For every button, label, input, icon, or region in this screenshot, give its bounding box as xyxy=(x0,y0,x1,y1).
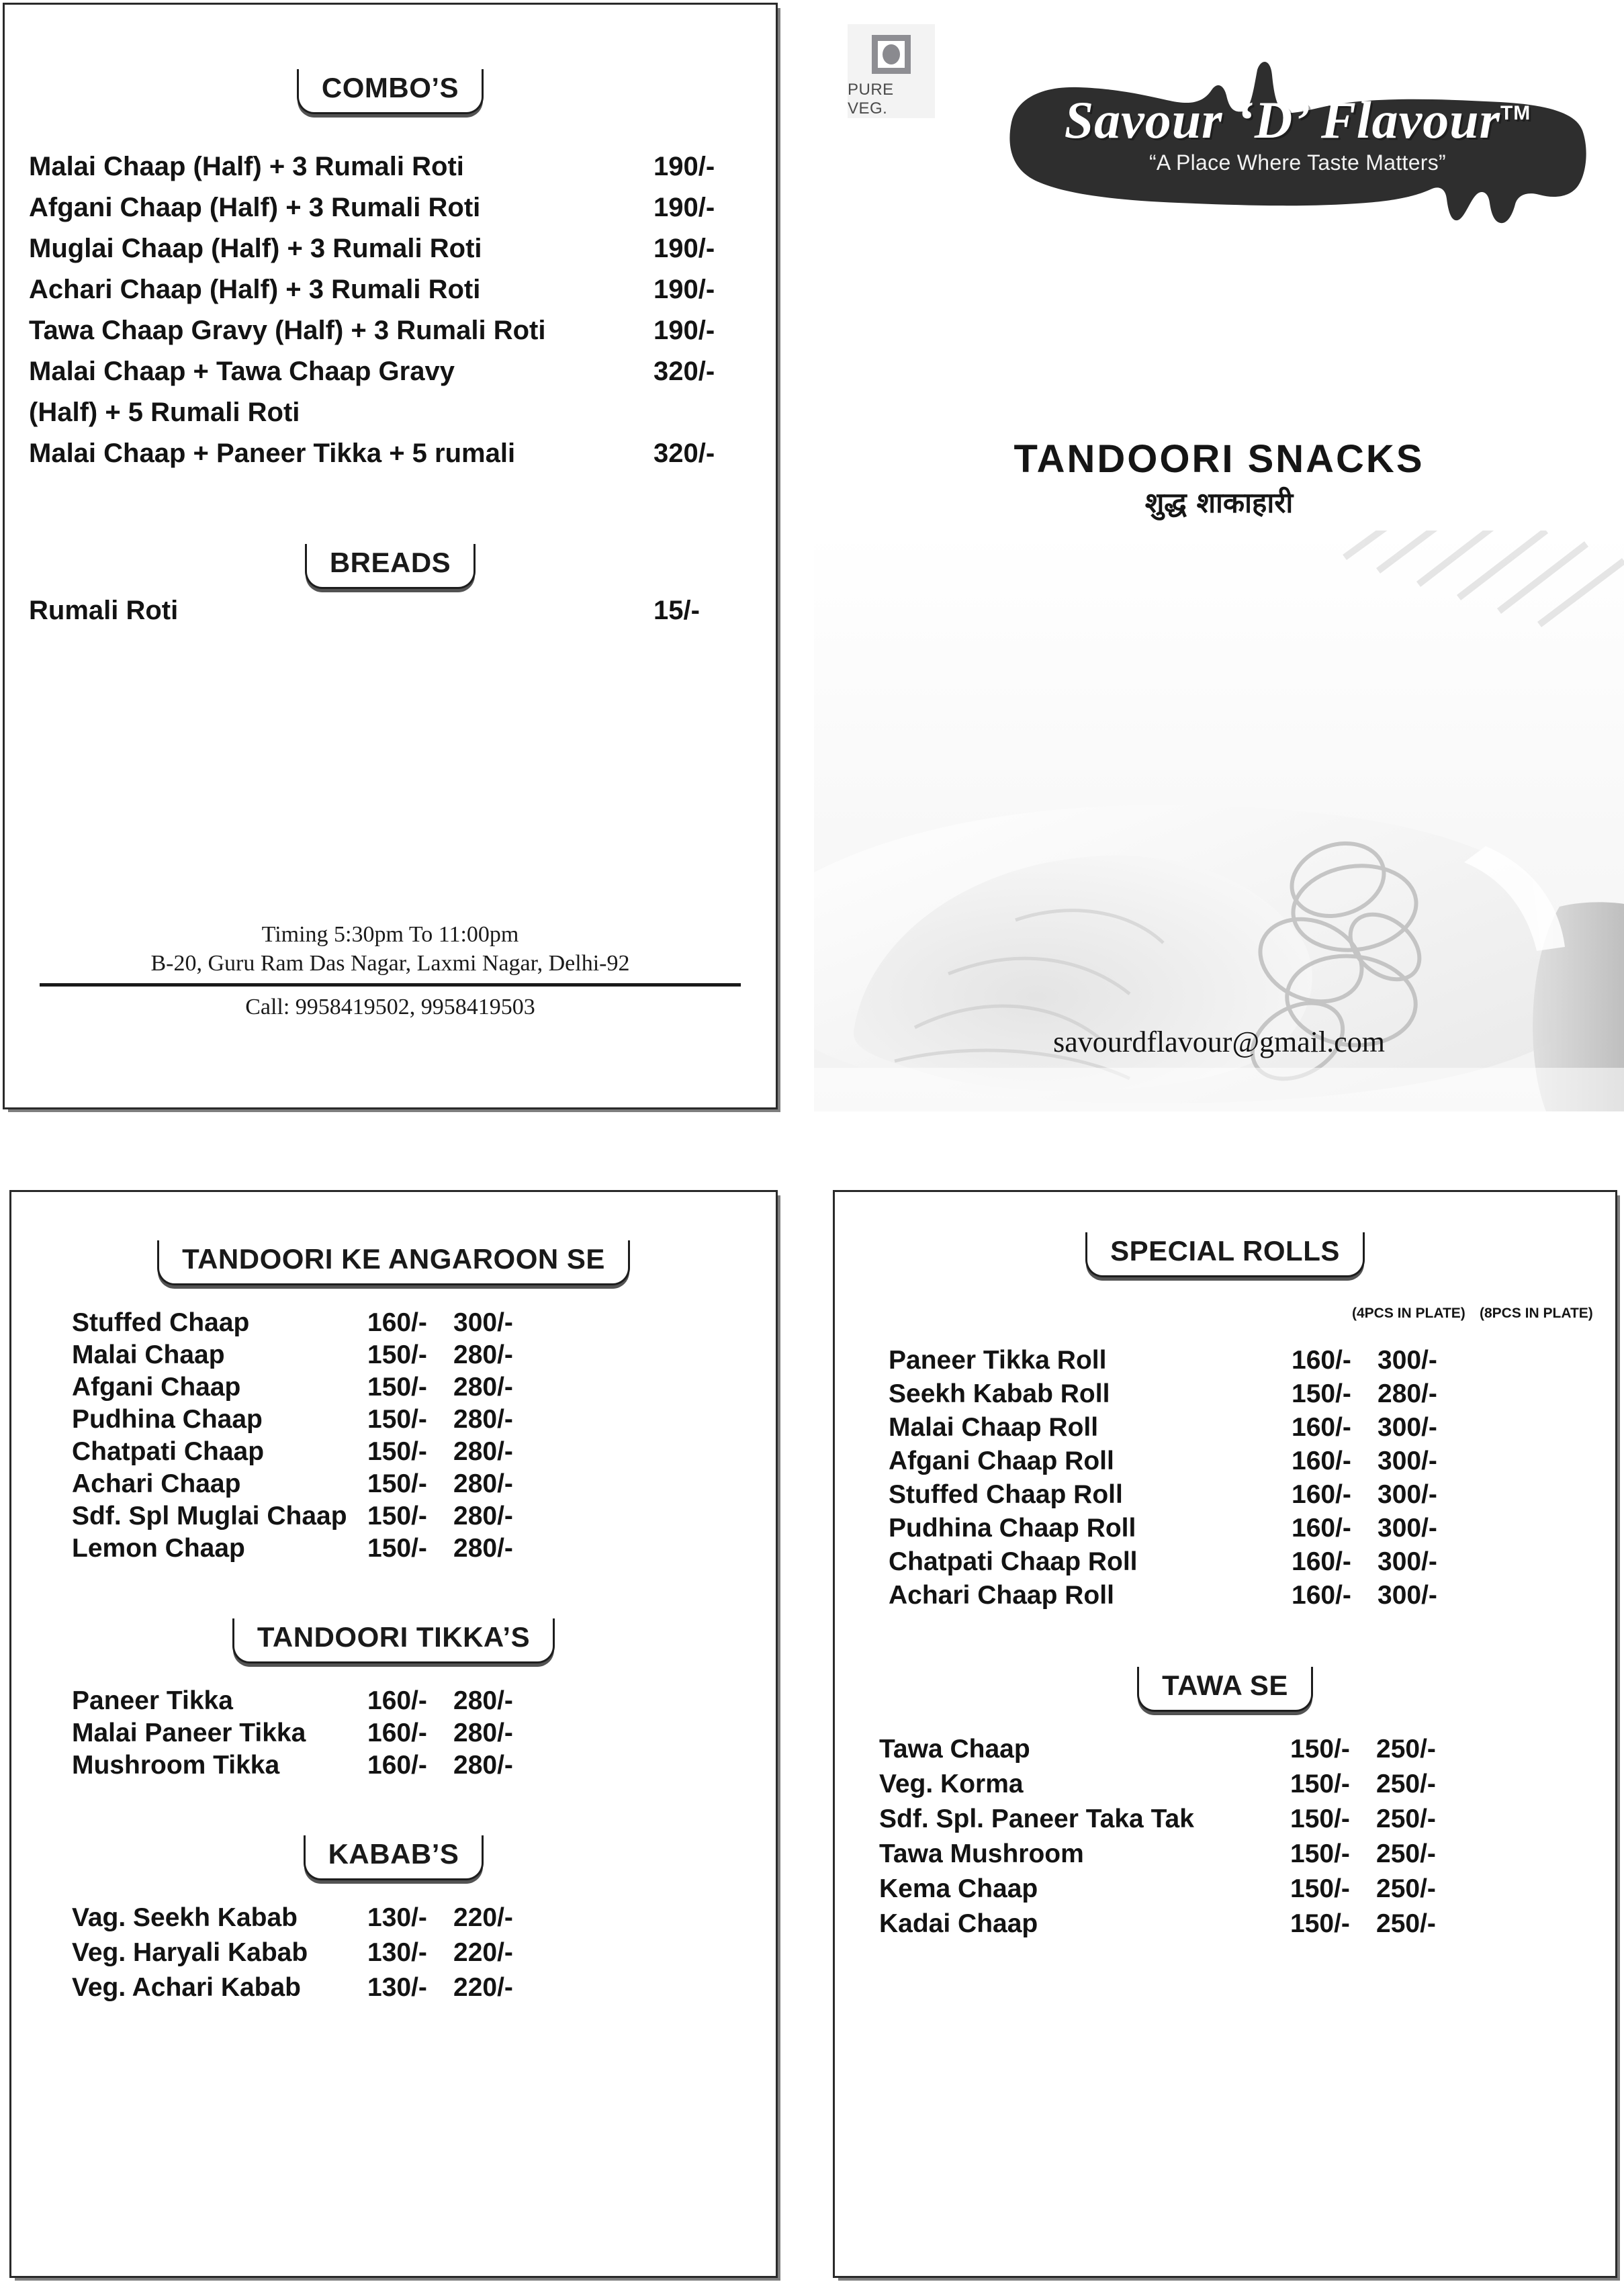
breads-list xyxy=(5,596,776,626)
tikkas-heading-pill xyxy=(232,1618,555,1663)
email-text: savourdflavour@gmail.com xyxy=(1053,1025,1385,1058)
item-price-full: 280/- xyxy=(453,1373,513,1402)
item-price-half: 150/- xyxy=(367,1340,427,1370)
menu-row xyxy=(72,1719,749,1748)
item-price-full: 250/- xyxy=(1376,1735,1436,1764)
brand-name-label: Savour ‘D’ Flavour xyxy=(1064,91,1500,149)
item-price-half: 150/- xyxy=(1290,1735,1350,1764)
menu-row xyxy=(72,1502,749,1531)
rolls-panel xyxy=(833,1190,1617,2278)
item-price-half: 150/- xyxy=(367,1502,427,1531)
food-photo xyxy=(814,531,1624,1111)
menu-row xyxy=(29,357,762,387)
trademark-mark: TM xyxy=(1500,102,1531,124)
item-price-half: 150/- xyxy=(367,1437,427,1467)
item-price-half: 160/- xyxy=(1292,1514,1351,1543)
menu-row xyxy=(29,193,762,223)
menu-row xyxy=(879,1735,1595,1764)
tawa-heading-label: TAWA SE xyxy=(1162,1670,1288,1702)
item-price-full: 300/- xyxy=(453,1308,513,1338)
menu-row xyxy=(29,316,762,346)
item-name: Pudhina Chaap Roll xyxy=(889,1514,1136,1543)
menu-row xyxy=(889,1581,1595,1610)
item-price: 320/- xyxy=(653,357,715,387)
plate-note-8pcs: (8PCS IN PLATE) xyxy=(1480,1306,1593,1322)
item-price-half: 160/- xyxy=(1292,1480,1351,1510)
item-price-half: 160/- xyxy=(1292,1547,1351,1577)
item-price-half: 150/- xyxy=(367,1373,427,1402)
menu-row xyxy=(889,1547,1595,1577)
item-price-full: 300/- xyxy=(1378,1346,1437,1375)
menu-row xyxy=(889,1447,1595,1476)
veg-mark-icon xyxy=(872,35,911,74)
combos-heading-label: COMBO’S xyxy=(321,72,459,103)
kababs-heading-label: KABAB’S xyxy=(328,1838,459,1870)
item-price-full: 280/- xyxy=(453,1686,513,1716)
breads-heading-label: BREADS xyxy=(329,547,451,579)
item-price-half: 160/- xyxy=(367,1686,427,1716)
item-name: Veg. Haryali Kabab xyxy=(72,1938,308,1968)
item-name: Rumali Roti xyxy=(29,596,179,626)
menu-row xyxy=(879,1770,1595,1799)
item-name: Pudhina Chaap xyxy=(72,1405,263,1434)
item-name: Veg. Achari Kabab xyxy=(72,1973,302,2003)
item-price-half: 130/- xyxy=(367,1903,427,1933)
item-name: Seekh Kabab Roll xyxy=(889,1379,1110,1409)
item-price-full: 280/- xyxy=(453,1534,513,1563)
menu-row xyxy=(889,1413,1595,1443)
item-name: Malai Chaap (Half) + 3 Rumali Roti xyxy=(29,152,464,182)
item-price-full: 250/- xyxy=(1376,1770,1436,1799)
item-name: (Half) + 5 Rumali Roti xyxy=(29,398,300,428)
item-name: Kema Chaap xyxy=(879,1874,1038,1904)
item-price-full: 280/- xyxy=(453,1437,513,1467)
menu-row xyxy=(72,1308,749,1338)
menu-row xyxy=(879,1804,1595,1834)
footer-divider xyxy=(40,983,741,987)
tawa-list xyxy=(835,1735,1615,1939)
item-price-full: 300/- xyxy=(1378,1447,1437,1476)
item-price: 190/- xyxy=(653,152,715,182)
item-price-half: 160/- xyxy=(1292,1581,1351,1610)
tawa-heading-wrap xyxy=(835,1614,1615,1712)
tandoori-heading-wrap xyxy=(11,1192,776,1285)
brand-panel xyxy=(814,0,1624,1111)
item-name: Malai Chaap + Paneer Tikka + 5 rumali xyxy=(29,439,516,469)
item-name: Kadai Chaap xyxy=(879,1909,1038,1939)
item-price-half: 160/- xyxy=(367,1751,427,1780)
menu-row xyxy=(29,596,762,626)
item-price-full: 280/- xyxy=(453,1405,513,1434)
item-name: Achari Chaap (Half) + 3 Rumali Roti xyxy=(29,275,481,305)
rolls-list xyxy=(835,1346,1615,1610)
item-price-half: 160/- xyxy=(1292,1447,1351,1476)
item-price-half: 160/- xyxy=(1292,1346,1351,1375)
plate-note-4pcs: (4PCS IN PLATE) xyxy=(1352,1306,1465,1322)
breads-heading-pill xyxy=(305,544,476,589)
item-price-full: 280/- xyxy=(453,1751,513,1780)
item-price: 190/- xyxy=(653,275,715,305)
menu-row xyxy=(29,275,762,305)
item-price-half: 150/- xyxy=(1290,1874,1350,1904)
item-price-full: 250/- xyxy=(1376,1909,1436,1939)
tandoori-heading-pill xyxy=(157,1240,630,1285)
tandoori-heading-label: TANDOORI KE ANGAROON SE xyxy=(182,1243,605,1275)
item-price-full: 300/- xyxy=(1378,1514,1437,1543)
item-price-full: 300/- xyxy=(1378,1413,1437,1443)
pure-veg-label: PURE VEG. xyxy=(848,81,894,118)
combos-panel xyxy=(3,3,778,1109)
brand-tagline: “A Place Where Taste Matters” xyxy=(1148,150,1447,175)
tandoori-panel xyxy=(9,1190,778,2278)
item-name: Sdf. Spl. Paneer Taka Tak xyxy=(879,1804,1194,1834)
menu-row xyxy=(879,1909,1595,1939)
item-name: Paneer Tikka xyxy=(72,1686,233,1716)
item-price-full: 280/- xyxy=(453,1469,513,1499)
item-name: Afgani Chaap Roll xyxy=(889,1447,1114,1476)
menu-row xyxy=(72,1903,749,1933)
item-name: Mushroom Tikka xyxy=(72,1751,280,1780)
breads-heading-wrap xyxy=(5,544,776,589)
item-name: Vag. Seekh Kabab xyxy=(72,1903,298,1933)
menu-row xyxy=(72,1340,749,1370)
tikkas-heading-label: TANDOORI TIKKA’S xyxy=(257,1621,531,1653)
menu-row xyxy=(889,1480,1595,1510)
item-price-half: 130/- xyxy=(367,1938,427,1968)
kababs-heading-wrap xyxy=(11,1783,776,1880)
combos-list xyxy=(5,152,776,469)
item-name: Tawa Chaap Gravy (Half) + 3 Rumali Roti xyxy=(29,316,546,346)
item-price-half: 150/- xyxy=(367,1405,427,1434)
item-price-full: 280/- xyxy=(1378,1379,1437,1409)
combos-heading-pill xyxy=(297,69,484,114)
menu-row xyxy=(29,234,762,264)
item-price-half: 150/- xyxy=(1292,1379,1351,1409)
menu-row xyxy=(879,1874,1595,1904)
combos-heading-wrap xyxy=(5,69,776,114)
item-price-half: 150/- xyxy=(367,1534,427,1563)
rolls-heading-pill xyxy=(1085,1232,1365,1277)
tawa-heading-pill xyxy=(1137,1667,1313,1712)
item-price: 190/- xyxy=(653,316,715,346)
item-price-half: 160/- xyxy=(1292,1413,1351,1443)
item-price-full: 250/- xyxy=(1376,1804,1436,1834)
item-name: Afgani Chaap xyxy=(72,1373,241,1402)
item-price: 320/- xyxy=(653,439,715,469)
menu-row xyxy=(879,1839,1595,1869)
item-price-full: 250/- xyxy=(1376,1839,1436,1869)
item-name: Achari Chaap xyxy=(72,1469,241,1499)
item-name: Tawa Chaap xyxy=(879,1735,1030,1764)
item-name: Achari Chaap Roll xyxy=(889,1581,1114,1610)
item-price-full: 220/- xyxy=(453,1938,513,1968)
item-price-full: 300/- xyxy=(1378,1547,1437,1577)
call-text: Call: 9958419502, 9958419503 xyxy=(245,995,535,1019)
tikkas-list xyxy=(11,1686,776,1780)
plate-size-notes xyxy=(835,1306,1615,1322)
item-name: Sdf. Spl Muglai Chaap xyxy=(72,1502,347,1531)
item-price-half: 150/- xyxy=(367,1469,427,1499)
item-price-full: 220/- xyxy=(453,1903,513,1933)
item-price-half: 160/- xyxy=(367,1719,427,1748)
item-price-half: 150/- xyxy=(1290,1909,1350,1939)
menu-row xyxy=(72,1751,749,1780)
item-name: Tawa Mushroom xyxy=(879,1839,1084,1869)
menu-row xyxy=(72,1973,749,2003)
item-price-full: 250/- xyxy=(1376,1874,1436,1904)
menu-row xyxy=(72,1373,749,1402)
menu-row xyxy=(889,1514,1595,1543)
item-name: Stuffed Chaap Roll xyxy=(889,1480,1123,1510)
menu-row xyxy=(72,1469,749,1499)
menu-row xyxy=(72,1437,749,1467)
rolls-heading-wrap xyxy=(835,1192,1615,1277)
menu-row xyxy=(29,152,762,182)
item-price-half: 130/- xyxy=(367,1973,427,2003)
veg-dot-icon xyxy=(883,44,900,64)
menu-row xyxy=(72,1686,749,1716)
store-info-footer xyxy=(5,921,776,1020)
item-name: Malai Chaap + Tawa Chaap Gravy xyxy=(29,357,455,387)
kababs-list xyxy=(11,1903,776,2003)
item-price-half: 150/- xyxy=(1290,1770,1350,1799)
menu-row xyxy=(889,1346,1595,1375)
item-price-half: 150/- xyxy=(1290,1839,1350,1869)
menu-row xyxy=(29,398,762,428)
item-price-half: 160/- xyxy=(367,1308,427,1338)
brand-subtitle-group xyxy=(814,437,1624,521)
menu-row xyxy=(29,439,762,469)
item-price: 190/- xyxy=(653,234,715,264)
menu-row xyxy=(889,1379,1595,1409)
rolls-heading-label: SPECIAL ROLLS xyxy=(1110,1235,1340,1267)
item-price-full: 300/- xyxy=(1378,1480,1437,1510)
item-price-full: 300/- xyxy=(1378,1581,1437,1610)
pure-veg-badge xyxy=(848,24,935,118)
kababs-heading-pill xyxy=(304,1835,484,1880)
menu-row xyxy=(72,1938,749,1968)
menu-row xyxy=(72,1405,749,1434)
item-name: Malai Chaap Roll xyxy=(889,1413,1099,1443)
item-price-full: 280/- xyxy=(453,1719,513,1748)
item-name: Lemon Chaap xyxy=(72,1534,245,1563)
menu-row xyxy=(72,1534,749,1563)
tikkas-heading-wrap xyxy=(11,1566,776,1663)
plate-note-spacer xyxy=(895,1306,1352,1322)
item-price-full: 280/- xyxy=(453,1502,513,1531)
item-price-full: 220/- xyxy=(453,1973,513,2003)
item-name: Veg. Korma xyxy=(879,1770,1024,1799)
item-name: Chatpati Chaap Roll xyxy=(889,1547,1138,1577)
item-name: Malai Chaap xyxy=(72,1340,225,1370)
logo-blob-shape xyxy=(990,60,1594,236)
item-price: 15/- xyxy=(653,596,700,626)
hindi-subtitle: शुद्ध शाकाहारी xyxy=(1144,486,1294,519)
item-price-full: 280/- xyxy=(453,1340,513,1370)
item-name: Chatpati Chaap xyxy=(72,1437,265,1467)
timing-text: Timing 5:30pm To 11:00pm xyxy=(261,922,519,947)
item-price-half: 150/- xyxy=(1290,1804,1350,1834)
item-name: Stuffed Chaap xyxy=(72,1308,250,1338)
item-name: Muglai Chaap (Half) + 3 Rumali Roti xyxy=(29,234,482,264)
item-name: Afgani Chaap (Half) + 3 Rumali Roti xyxy=(29,193,481,223)
item-name: Malai Paneer Tikka xyxy=(72,1719,306,1748)
tandoori-snacks-title: TANDOORI SNACKS xyxy=(1013,437,1425,481)
item-name: Paneer Tikka Roll xyxy=(889,1346,1107,1375)
address-text: B-20, Guru Ram Das Nagar, Laxmi Nagar, Delhi-92 xyxy=(150,950,630,976)
tandoori-list xyxy=(11,1308,776,1563)
item-price: 190/- xyxy=(653,193,715,223)
